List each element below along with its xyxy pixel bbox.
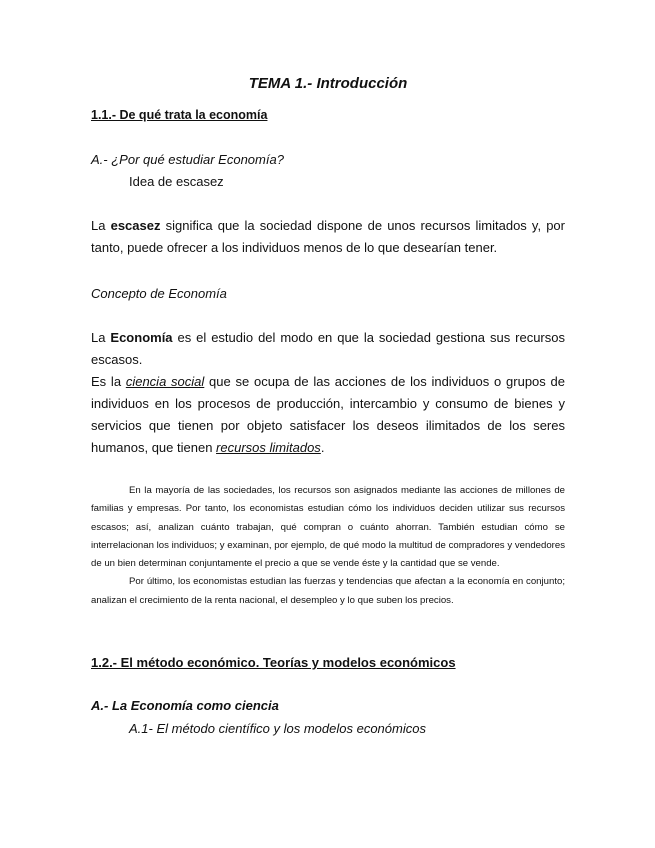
subheading-economia-ciencia: A.- La Economía como ciencia	[91, 698, 279, 713]
scarcity-pre: La	[91, 218, 111, 233]
scarcity-paragraph	[91, 215, 565, 259]
small-paragraph-2: Por último, los economistas estudian las fuerzas y tendencias que afectan a la economía en conjunto; analizan el crecimiento de la renta nacional, el desempleo y lo que suben los precios.	[91, 576, 565, 606]
section-heading-1-1: 1.1.- De qué trata la economía	[91, 108, 268, 122]
recursos-limitados-term: recursos limitados	[216, 440, 321, 455]
definition-line2-mid: que se ocupa de las acciones de los individuos o grupos de individuos en los procesos de producción, intercambio y consumo de bienes y servicios que tienen por objeto satisfacer los deseos ilimitados de los seres humanos, que tienen	[91, 374, 565, 455]
definition-paragraph	[91, 327, 565, 459]
scarcity-rest: significa que la sociedad dispone de unos recursos limitados y, por tanto, puede ofrecer a los individuos menos de lo que desearían tener.	[91, 218, 565, 255]
definition-line2-pre: Es la	[91, 374, 126, 389]
subheading-metodo-cientifico: A.1- El método científico y los modelos económicos	[129, 721, 426, 736]
small-paragraph-1: En la mayoría de las sociedades, los recursos son asignados mediante las acciones de millones de familias y empresas. Por tanto, los economistas estudian cómo los individuos deciden utilizar sus recursos escasos; así, analizan cuánto trabajan, qué compran o cuánto ahorran. También estudian cómo se interrelacionan los individuos; y examinan, por ejemplo, de qué modo la multitud de compradores y vendedores de un bien determinan conjuntamente el precio a que se vende éste y la cantidad que se vende.	[91, 485, 565, 570]
scarcity-term: escasez	[110, 218, 161, 233]
small-text-block	[91, 482, 565, 610]
definition-rest: es el estudio del modo en que la sociedad gestiona sus recursos escasos.	[91, 330, 565, 367]
definition-pre: La	[91, 330, 111, 345]
subheading-why-study: A.- ¿Por qué estudiar Economía?	[91, 152, 284, 167]
idea-escasez: Idea de escasez	[129, 174, 224, 189]
page-title: TEMA 1.- Introducción	[248, 75, 408, 92]
concept-heading: Concepto de Economía	[91, 286, 227, 301]
definition-term: Economía	[110, 330, 173, 345]
section-heading-1-2: 1.2.- El método económico. Teorías y modelos económicos	[91, 655, 456, 670]
definition-line2-end: .	[320, 440, 325, 455]
ciencia-social-term: ciencia social	[125, 374, 205, 389]
